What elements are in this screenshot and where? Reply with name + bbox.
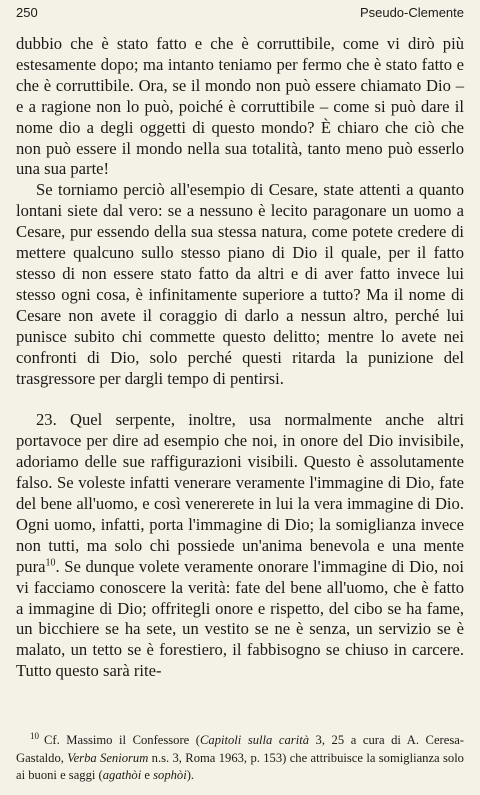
footnote-term-agathoi: agathòi [102,768,142,782]
paragraph-continuation: dubbio che è stato fatto e che è corruttibile, come vi dirò più estesamente dopo; ma intanto teniamo per fermo che è stato fatto e che è corruttibile. Ora, se il mondo non può essere chiamato Dio – e a ragione non lo può, poiché è corruttibile – come si può dare il nome dio a degli oggetti di questo mondo? È chiaro che ciò che non può essere il mondo nella sua totalità, tanto meno può esserlo una sua parte! [16,34,464,179]
footnote-text: e [141,768,154,782]
footnote [16,732,464,785]
footnote-title-capitoli: Capitoli sulla carità [200,733,309,747]
running-title: Pseudo-Clemente [359,5,464,20]
footnote-term-sophoi: sophòi [153,768,187,782]
footnote-reference[interactable]: 10 [45,557,56,569]
paragraph-text-before-note: 23. Quel serpente, inoltre, usa normalmente anche altri portavoce per dire ad esempio che noi, in onore del Dio invisibile, adoriamo delle sue raffigurazioni visibili. Questo è assolutamente falso. Se voleste infatti venerare veramente l'immagine di Dio, fate del bene all'uomo, e così venererete in lui la vera immagine di Dio. Ogni uomo, infatti, porta l'immagine di Dio; la somiglianza invece non tutti, ma solo chi possiede un'anima benevola e una mente pura [16,410,464,576]
footnote-text: 3, 25 a cura di A. Ceresa-Gastaldo, [16,733,465,765]
footnote-text: ). [186,768,195,782]
paragraph-text-after-note: . Se dunque volete veramente onorare l'immagine di Dio, noi vi facciamo conoscere la verità: fate del bene all'uomo, che è fatto a immagine di Dio; offritegli onore e rispetto, del cibo se ha fame, un bicchiere se ha sete, un vestito se ne è senza, un servizio se è malato, un tetto se è forestiero, il fabbisogno se chiuso in carcere. Tutto questo sarà rite- [16,556,464,681]
page-number: 250 [16,5,38,20]
main-text [16,34,464,682]
footnote-number: 10 [30,730,39,741]
running-header [16,5,464,23]
footnote-title-verba-seniorum: Verba Seniorum [67,750,149,765]
paragraph-section-23 [16,410,464,682]
footnote-text: n.s. 3, Roma 1963, p. 153) che attribuisce la somiglianza solo ai buoni e saggi ( [16,750,464,782]
paragraph-cesare: Se torniamo perciò all'esempio di Cesare, state attenti a quanto lontani siete dal vero: se a nessuno è lecito paragonare un uomo a Cesare, pur essendo della sua stessa natura, come potete credere di mettere qualcuno sullo stesso piano di Dio il quale, per il fatto stesso di non essere stato fatto da altri e di aver fatto invece lui stesso ogni cosa, è infinitamente superiore a tutto? Ma il nome di Cesare non avete il coraggio di darlo a nessun altro, perché lui punisce subito chi commette questo delitto; mentre lo avete nei confronti di Dio, solo perché questi ritarda la punizione del trasgressore per dargli tempo di pentirsi. [16,180,464,388]
footnote-text: Cf. Massimo il Confessore ( [44,733,201,747]
